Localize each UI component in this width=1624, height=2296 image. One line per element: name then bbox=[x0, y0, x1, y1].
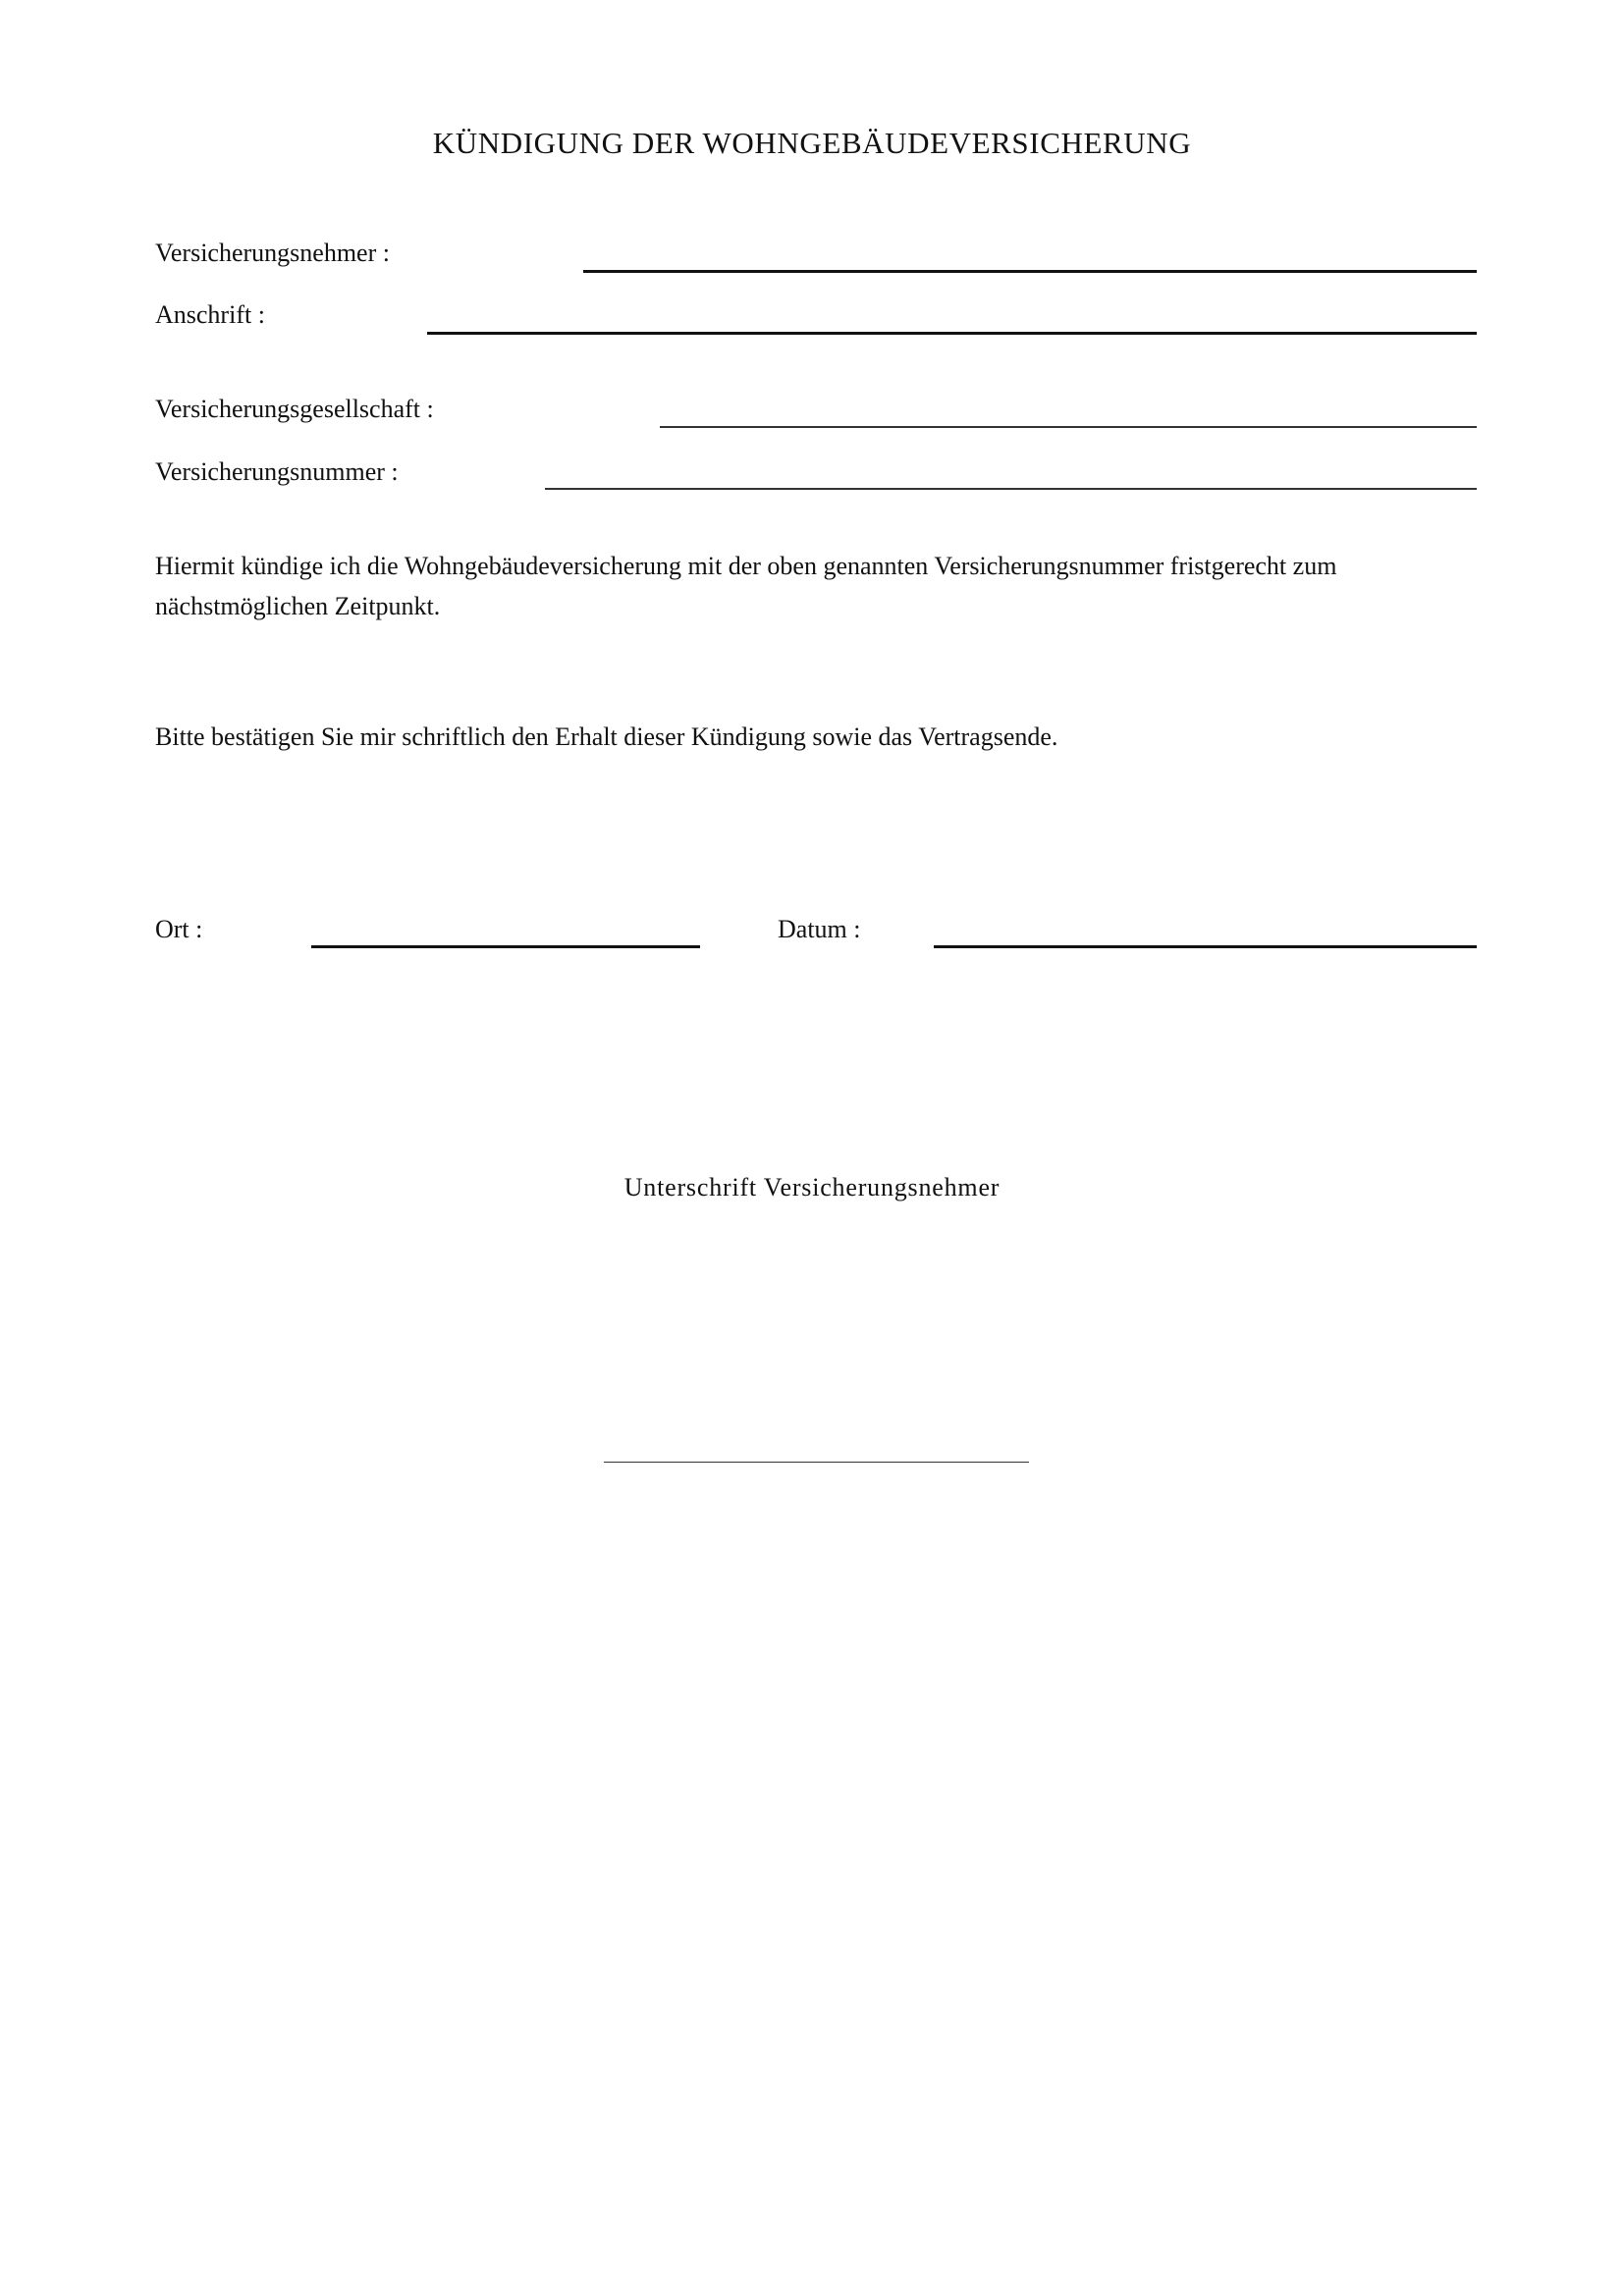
policyholder-label: Versicherungsnehmer : bbox=[155, 239, 390, 267]
date-input-line[interactable] bbox=[934, 945, 1477, 948]
signature-line[interactable] bbox=[604, 1462, 1029, 1463]
insurer-input-line[interactable] bbox=[660, 426, 1477, 428]
place-input-line[interactable] bbox=[311, 945, 700, 948]
document-title: KÜNDIGUNG DER WOHNGEBÄUDEVERSICHERUNG bbox=[432, 126, 1192, 160]
signature-label: Unterschrift Versicherungsnehmer bbox=[623, 1173, 1001, 1201]
date-label: Datum : bbox=[778, 915, 861, 943]
address-input-line[interactable] bbox=[427, 332, 1477, 335]
policyholder-input-line[interactable] bbox=[583, 270, 1477, 273]
place-label: Ort : bbox=[155, 915, 203, 943]
confirmation-paragraph: Bitte bestätigen Sie mir schriftlich den Erhalt dieser Kündigung sowie das Vertragsende. bbox=[155, 722, 1058, 751]
policy-number-input-line[interactable] bbox=[545, 488, 1477, 490]
insurer-label: Versicherungsgesellschaft : bbox=[155, 395, 434, 423]
policy-number-label: Versicherungsnummer : bbox=[155, 457, 399, 486]
cancellation-paragraph: Hiermit kündige ich die Wohngebäudeversicherung mit der oben genannten Versicherungsnummer fristgerecht zum nächstmöglichen Zeitpunkt. bbox=[155, 552, 1337, 620]
address-label: Anschrift : bbox=[155, 300, 265, 329]
